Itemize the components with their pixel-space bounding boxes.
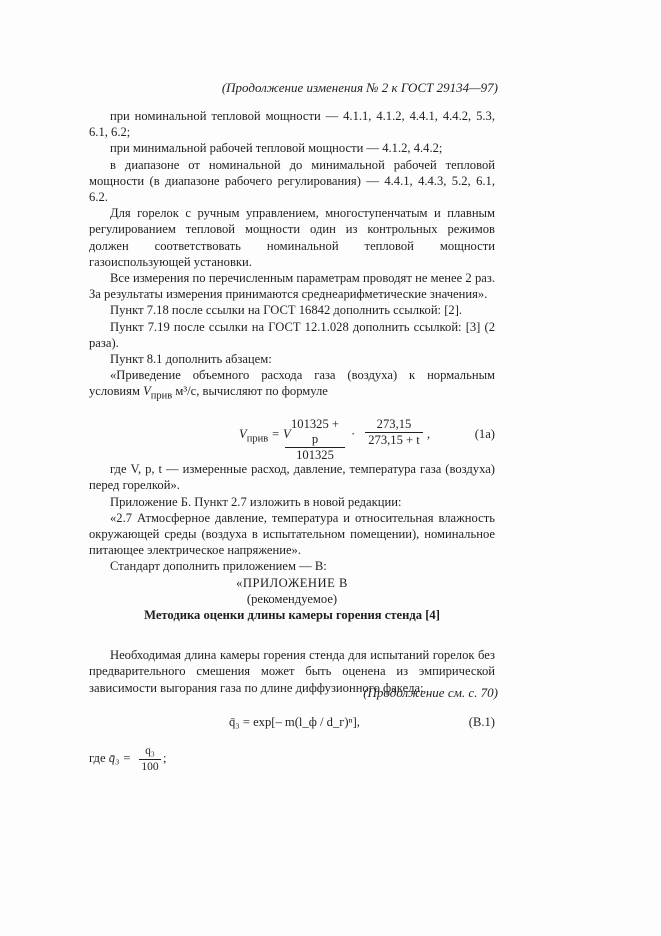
where-label: где	[89, 750, 106, 765]
paragraph: Пункт 8.1 дополнить абзацем:	[110, 352, 272, 367]
paragraph: Приложение Б. Пункт 2.7 изложить в новой редакции:	[110, 494, 402, 509]
paragraph: Для горелок с ручным управлением, многоступенчатым и плавным регулированием тепловой мощности один из контрольных режимов должен соответствовать номинальной тепловой мощности газоиспользующей установки.	[89, 206, 495, 269]
formula-fraction-1: 101325 + p 101325	[285, 417, 345, 463]
page-footer: (Продолжение см. с. 70)	[363, 685, 498, 700]
appendix-paragraph: Необходимая длина камеры горения стенда для испытаний горелок без предварительного смешения может быть оценена из эмпирической зависимости выгорания газа по длине диффузионного факела:	[89, 648, 495, 695]
where-definition	[89, 744, 495, 772]
paragraph: при номинальной тепловой мощности — 4.1.1, 4.1.2, 4.4.1, 4.4.2, 5.3, 6.1, 6.2;	[89, 109, 495, 140]
where-lhs: q̄₃ =	[108, 750, 132, 765]
quote-paragraph: «Приведение объемного расхода газа (воздуха) к нормальным условиям $V_{прив}$ м³/с, вычисляют по формуле	[89, 368, 495, 402]
where-fraction: $\frac{\text{q₃}}{100}$	[139, 744, 161, 775]
appendix-title: «ПРИЛОЖЕНИЕ В	[236, 575, 348, 590]
formula-b1-number: (В.1)	[468, 714, 495, 729]
formula-number: (1а)	[474, 427, 495, 442]
document-body	[89, 108, 495, 772]
page-header: (Продолжение изменения № 2 к ГОСТ 29134—97)	[221, 80, 498, 95]
paragraph: Пункт 7.19 после ссылки на ГОСТ 12.1.028 дополнить ссылкой: [3] (2 раза).	[89, 319, 495, 350]
formula-comma: ,	[427, 427, 431, 442]
appendix-status: (рекомендуемое)	[246, 591, 338, 606]
paragraph: в диапазоне от номинальной до минимальной рабочей тепловой мощности (в диапазоне рабочего регулирования) — 4.4.1, 4.4.3, 5.2, 6.1, 6.2.	[89, 157, 495, 205]
paragraph: Пункт 7.18 после ссылки на ГОСТ 16842 дополнить ссылкой: [2].	[110, 303, 463, 318]
paragraph: Стандарт дополнить приложением — В:	[110, 559, 327, 574]
formula-b1	[89, 710, 495, 732]
formula-1a	[89, 417, 495, 463]
paragraph: «2.7 Атмосферное давление, температура и относительная влажность окружающей среды (воздуха в испытательном помещении), номинальное питающее электрическое напряжение».	[89, 510, 495, 558]
where-tail: ;	[163, 750, 167, 765]
formula-b1-expression: q̄₃ = exp[– m(l_ф / d_г)ⁿ],	[229, 714, 360, 729]
formula-lhs: $V_{прив} = V$	[239, 427, 291, 445]
paragraph: Все измерения по перечисленным параметрам проводят не менее 2 раз. За результаты измерения принимаются среднеарифметические значения».	[89, 271, 495, 302]
appendix-heading: Методика оценки длины камеры горения стенда [4]	[144, 608, 440, 622]
formula-fraction-2: 273,15 273,15 + t	[365, 417, 423, 448]
formula-dot: ·	[351, 427, 356, 442]
paragraph: при минимальной рабочей тепловой мощности — 4.1.2, 4.4.2;	[110, 141, 443, 156]
paragraph: где V, p, t — измеренные расход, давление, температура газа (воздуха) перед горелкой».	[89, 462, 495, 493]
